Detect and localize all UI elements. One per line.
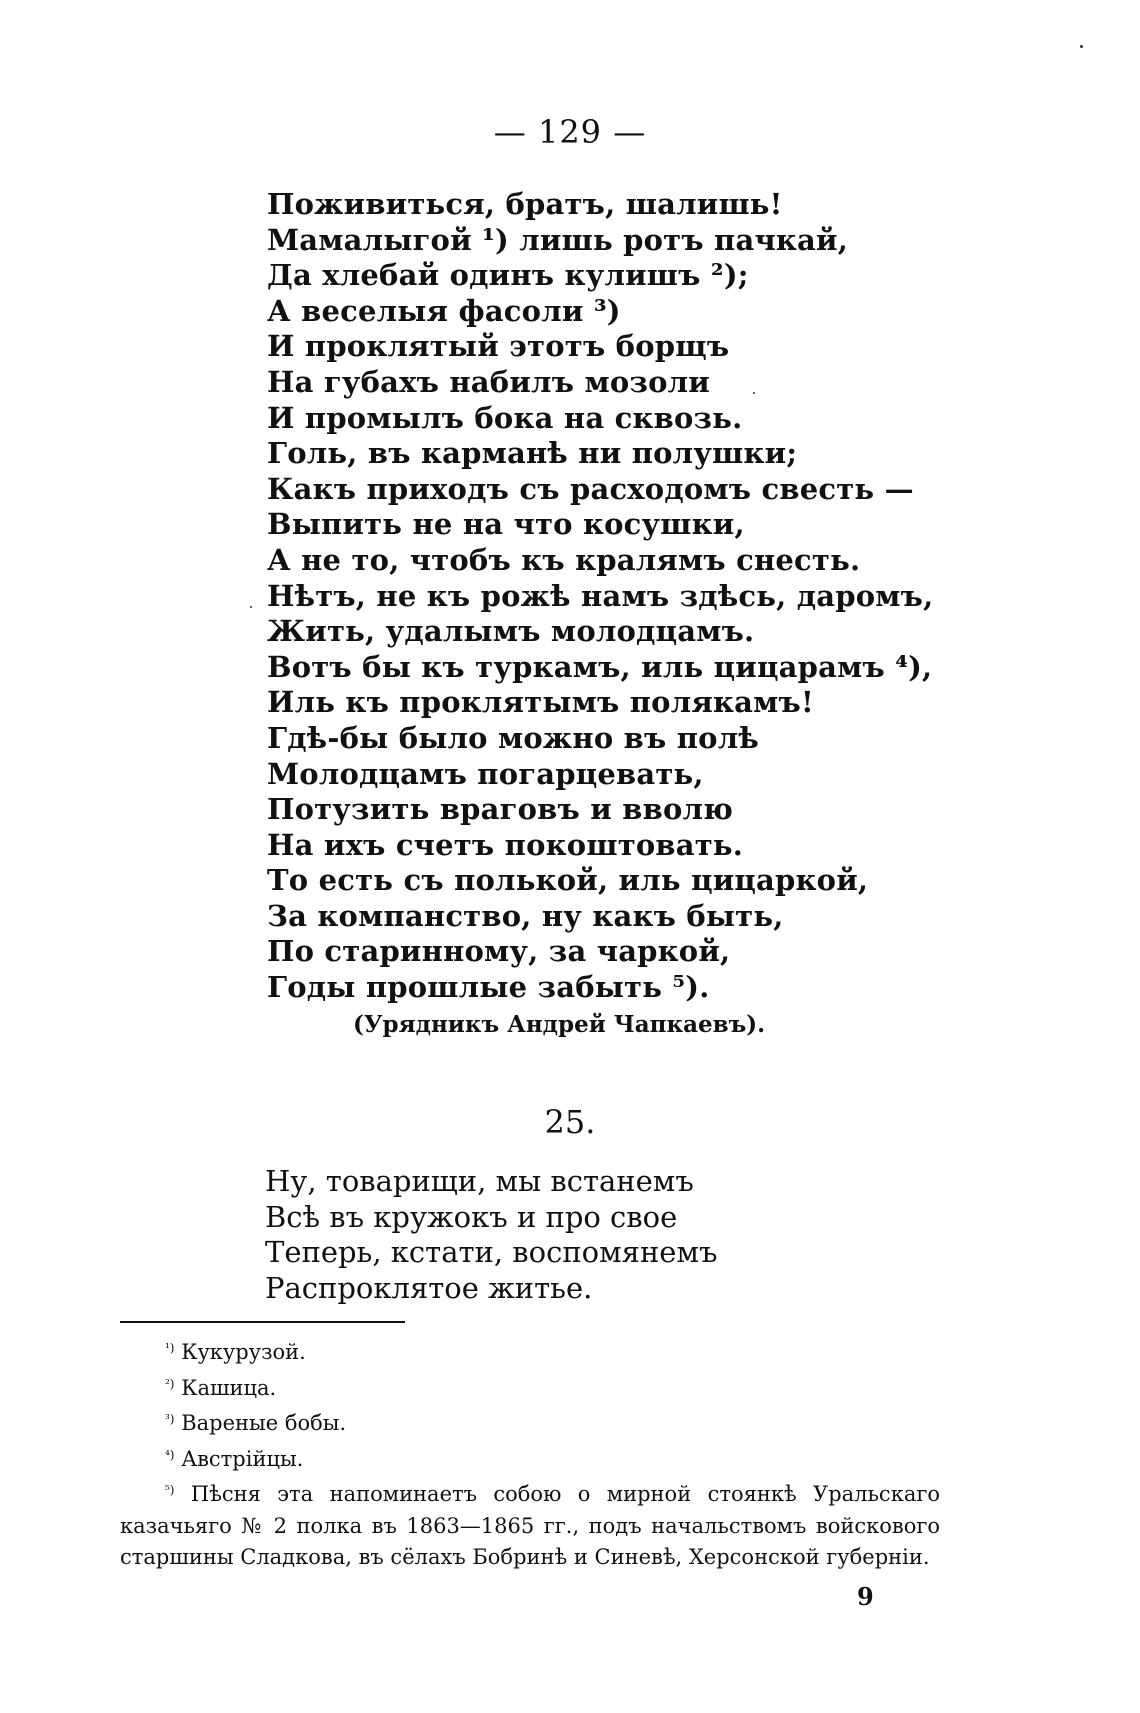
verse-line: Да хлебай одинъ кулишъ ²);	[267, 258, 749, 293]
verse-line: Вотъ бы къ туркамъ, иль цицарамъ ⁴),	[267, 649, 933, 684]
verse-line: Нѣтъ, не къ рожѣ намъ здѣсь, даромъ,	[267, 578, 934, 613]
verse-line: И промылъ бока на сквозь.	[267, 400, 743, 435]
verse-line: И проклятый этотъ борщъ	[267, 329, 730, 364]
footnotes	[120, 1333, 940, 1574]
print-speck	[250, 606, 252, 608]
poem-attribution: (Урядникъ Андрей Чапкаевъ).	[353, 1011, 766, 1038]
verse-line: Всѣ въ кружокъ и про свое	[265, 1199, 678, 1234]
verse-line: А веселыя фасоли ³)	[267, 293, 621, 328]
verse-line: Молодцамъ погарцевать,	[267, 756, 704, 791]
verse-line: По старинному, за чаркой,	[267, 934, 731, 969]
poem-1	[267, 187, 933, 1006]
footnote-mark: ⁴)	[165, 1447, 175, 1462]
poem-2	[265, 1164, 717, 1306]
verse-line: Иль къ проклятымъ полякамъ!	[267, 685, 814, 720]
verse-line: На ихъ счетъ покоштовать.	[267, 827, 744, 862]
verse-line: Ну, товарищи, мы встанемъ	[265, 1164, 694, 1198]
verse-line: Жить, удалымъ молодцамъ.	[267, 614, 755, 649]
footnote-text: Пѣсня эта напоминаетъ собою о мирной стоянкѣ Уральскаго казачьяго № 2 полка въ 1863—1865 гг., подъ начальствомъ войскового старшины Сладкова, въ сёлахъ Бобринѣ и Синевѣ, Херсонской губерніи.	[120, 1482, 940, 1569]
verse-line: То есть съ полькой, иль цицаркой,	[267, 863, 869, 898]
footnote-text: Австрійцы.	[181, 1446, 304, 1471]
verse-line: А не то, чтобъ къ кралямъ снесть.	[267, 542, 861, 577]
verse-line: За компанство, ну какъ быть,	[267, 898, 784, 933]
print-speck	[753, 392, 755, 394]
verse-line: Распроклятое житье.	[265, 1270, 593, 1305]
footnote	[120, 1369, 940, 1405]
verse-line: Мамалыгой ¹) лишь ротъ пачкай,	[267, 222, 849, 257]
verse-line: Голь, въ карманѣ ни полушки;	[267, 436, 798, 471]
footnote	[120, 1440, 940, 1476]
footnote-mark: ²)	[165, 1376, 175, 1391]
footnote-mark: ¹)	[165, 1341, 175, 1355]
footnote-divider	[120, 1321, 405, 1323]
footnote-text: Вареные бобы.	[181, 1411, 347, 1435]
footnote-text: Кашица.	[181, 1375, 277, 1400]
verse-line: Теперь, кстати, воспомянемъ	[265, 1235, 718, 1269]
song-number: 25.	[544, 1103, 596, 1141]
verse-line: Гдѣ-бы было можно въ полѣ	[267, 720, 759, 755]
verse-line: Выпить не на что косушки,	[267, 507, 745, 542]
footnote	[120, 1333, 940, 1369]
footnote-mark: ³)	[165, 1412, 175, 1426]
footnote	[120, 1404, 940, 1440]
verse-line: Какъ приходъ съ расходомъ свесть —	[267, 471, 914, 506]
verse-line: Поживиться, братъ, шалишь!	[267, 187, 783, 221]
footnote-mark: ⁵)	[165, 1483, 175, 1497]
verse-line: Потузить враговъ и вволю	[267, 792, 734, 827]
footnote-text: Кукурузой.	[181, 1340, 306, 1364]
signature-mark: 9	[857, 1582, 874, 1611]
footnote	[120, 1475, 940, 1574]
print-speck	[1080, 45, 1083, 48]
verse-line: На губахъ набилъ мозоли	[267, 364, 710, 399]
page-number: — 129 —	[493, 113, 647, 151]
verse-line: Годы прошлые забыть ⁵).	[267, 970, 710, 1005]
